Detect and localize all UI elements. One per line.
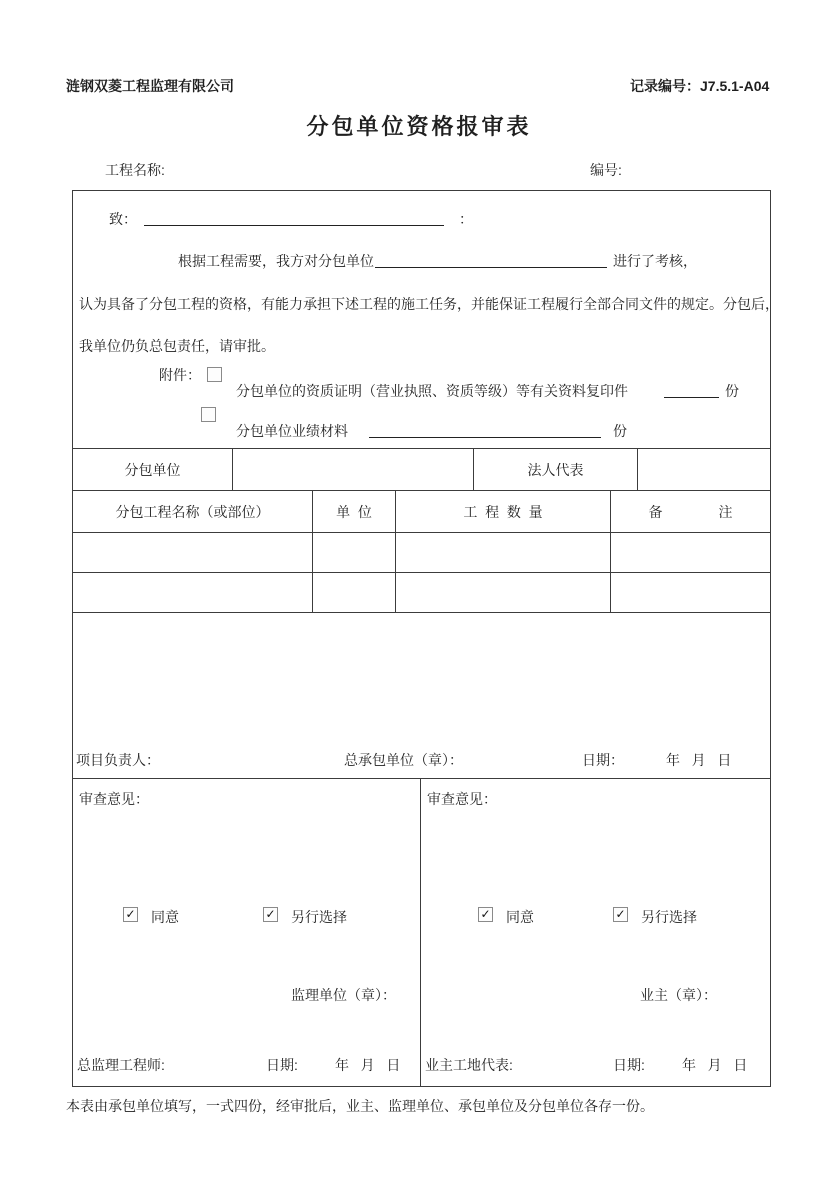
contractor-sign-row — [73, 612, 770, 778]
owner-seal-label: 业主（章）： — [640, 987, 717, 1003]
remark-cell[interactable] — [611, 533, 770, 572]
date-label: 日期: — [266, 1057, 298, 1073]
unit-cell[interactable] — [313, 533, 396, 572]
statement-line4: 我单位仍负总包责任，请审批。 — [79, 338, 275, 354]
owner-site-rep-label: 业主工地代表: — [425, 1057, 513, 1073]
owner-review-cell — [421, 779, 770, 1086]
attachment1-count-blank[interactable] — [664, 381, 719, 398]
works-table-row — [73, 532, 770, 572]
date-ymd: 年 月 日 — [666, 752, 732, 768]
subcontractor-value-cell[interactable] — [233, 449, 474, 490]
review-opinion-label: 审查意见： — [79, 791, 149, 807]
subcontractor-row — [73, 448, 770, 490]
project-manager-label: 项目负责人： — [76, 752, 160, 768]
agree-label: 同意 — [506, 909, 534, 925]
subcontractor-label: 分包单位 — [73, 449, 233, 490]
agree-label: 同意 — [151, 909, 179, 925]
to-label: 致： — [109, 211, 137, 227]
choose-other-label: 另行选择 — [291, 909, 347, 925]
works-table-row — [73, 572, 770, 612]
work-name-cell[interactable] — [73, 573, 313, 612]
application-section — [73, 191, 779, 448]
unit-cell[interactable] — [313, 573, 396, 612]
work-name-cell[interactable] — [73, 533, 313, 572]
subcontractor-name-blank[interactable] — [375, 251, 607, 268]
attachment2-label: 分包单位业绩材料 — [236, 423, 348, 439]
agree-checkbox[interactable]: ✓ — [478, 907, 493, 922]
supervisor-seal-label: 监理单位（章）： — [291, 987, 396, 1003]
attachment1-label: 分包单位的资质证明（营业执照、资质等级）等有关资料复印件 — [236, 383, 628, 399]
date-label: 日期： — [582, 752, 624, 768]
to-colon: ： — [459, 211, 473, 227]
company-name: 涟钢双菱工程监理有限公司 — [66, 78, 234, 94]
form-title: 分包单位资格报审表 — [306, 114, 532, 139]
agree-checkbox[interactable]: ✓ — [123, 907, 138, 922]
quantity-cell[interactable] — [396, 533, 611, 572]
chief-engineer-label: 总监理工程师: — [77, 1057, 165, 1073]
general-contractor-seal-label: 总承包单位（章）： — [344, 752, 463, 768]
attachment1-unit: 份 — [725, 383, 739, 399]
statement-line3: 认为具备了分包工程的资格，有能力承担下述工程的施工任务，并能保证工程履行全部合同文件的规定。分包后， — [79, 296, 779, 312]
col-header-work-name: 分包工程名称（或部位） — [73, 491, 313, 532]
works-table-header — [73, 490, 770, 532]
statement-line2-prefix: 根据工程需要，我方对分包单位 — [178, 253, 374, 269]
review-opinion-label: 审查意见： — [427, 791, 497, 807]
date-label: 日期: — [613, 1057, 645, 1073]
col-header-quantity: 工 程 数 量 — [396, 491, 611, 532]
date-ymd: 年 月 日 — [335, 1057, 401, 1073]
legal-rep-label: 法人代表 — [474, 449, 638, 490]
form-body — [72, 190, 779, 1087]
statement-line2-suffix: 进行了考核， — [613, 253, 697, 269]
footer-note: 本表由承包单位填写，一式四份，经审批后，业主、监理单位、承包单位及分包单位各存一份。 — [66, 1098, 654, 1114]
record-number: 记录编号：J7.5.1-A04 — [630, 78, 770, 94]
attachment2-unit: 份 — [613, 423, 627, 439]
form-number-label: 编号: — [590, 162, 622, 178]
col-header-unit: 单 位 — [313, 491, 396, 532]
attachment2-count-blank[interactable] — [369, 421, 601, 438]
choose-other-label: 另行选择 — [641, 909, 697, 925]
review-section — [73, 778, 770, 1086]
quantity-cell[interactable] — [396, 573, 611, 612]
legal-rep-value-cell[interactable] — [638, 449, 770, 490]
supervisor-review-cell — [73, 779, 421, 1086]
attachment-label: 附件： — [159, 367, 201, 383]
date-ymd: 年 月 日 — [682, 1057, 748, 1073]
choose-other-checkbox[interactable]: ✓ — [263, 907, 278, 922]
attachment2-checkbox[interactable] — [201, 407, 216, 422]
to-blank[interactable] — [144, 209, 444, 226]
choose-other-checkbox[interactable]: ✓ — [613, 907, 628, 922]
attachment1-checkbox[interactable] — [207, 367, 222, 382]
col-header-remark: 备 注 — [648, 503, 733, 520]
remark-cell[interactable] — [611, 573, 770, 612]
project-name-label: 工程名称: — [105, 162, 165, 178]
